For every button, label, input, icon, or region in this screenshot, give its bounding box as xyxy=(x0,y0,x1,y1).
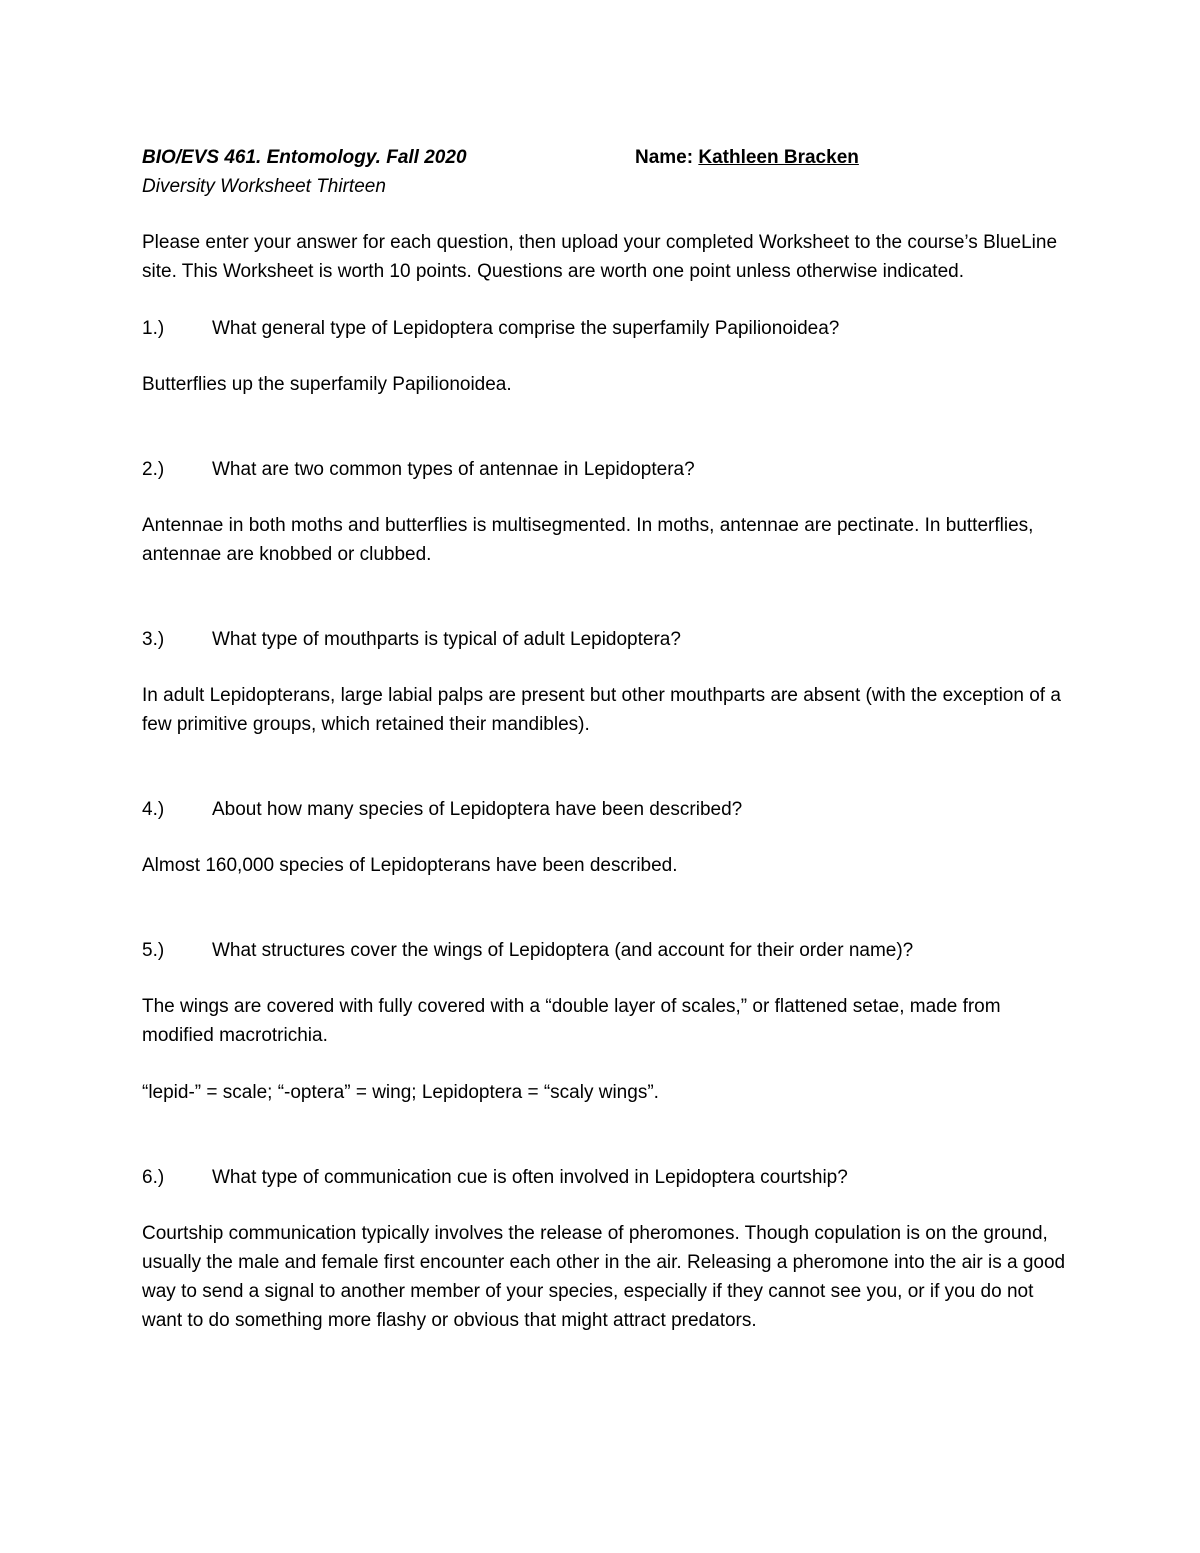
document-body xyxy=(142,143,1072,1335)
question-2 xyxy=(142,455,1072,484)
question-number: 6.) xyxy=(142,1167,165,1188)
question-number: 4.) xyxy=(142,799,165,820)
question-text: What structures cover the wings of Lepidoptera (and account for their order name)? xyxy=(212,940,914,961)
course-title: BIO/EVS 461. Entomology. Fall 2020 xyxy=(142,147,467,168)
question-number: 2.) xyxy=(142,459,165,480)
question-6 xyxy=(142,1163,1072,1192)
worksheet-subtitle: Diversity Worksheet Thirteen xyxy=(142,176,386,197)
question-3 xyxy=(142,625,1072,654)
question-5 xyxy=(142,936,1072,965)
question-1 xyxy=(142,314,1072,343)
answer-4: Almost 160,000 species of Lepidopterans have been described. xyxy=(142,855,678,876)
question-text: What type of communication cue is often involved in Lepidoptera courtship? xyxy=(212,1167,848,1188)
question-4 xyxy=(142,795,1072,824)
header-row xyxy=(142,143,1072,172)
answer-1: Butterflies up the superfamily Papilionoidea. xyxy=(142,374,512,395)
answer-3: In adult Lepidopterans, large labial palps are present but other mouthparts are absent (with the exception of a few primitive groups, which retained their mandibles). xyxy=(142,685,1061,735)
student-name xyxy=(635,143,859,172)
instructions: Please enter your answer for each question, then upload your completed Worksheet to the course’s BlueLine site. This Worksheet is worth 10 points. Questions are worth one point unless otherwise indicated. xyxy=(142,232,1058,282)
question-text: About how many species of Lepidoptera have been described? xyxy=(212,799,743,820)
question-number: 1.) xyxy=(142,318,165,339)
question-text: What are two common types of antennae in Lepidoptera? xyxy=(212,459,695,480)
name-label: Name: xyxy=(635,147,699,168)
question-number: 3.) xyxy=(142,629,165,650)
answer-5: The wings are covered with fully covered with a “double layer of scales,” or flattened setae, made from modified macrotrichia. xyxy=(142,996,1001,1046)
question-text: What general type of Lepidoptera comprise the superfamily Papilionoidea? xyxy=(212,318,840,339)
answer-6: Courtship communication typically involves the release of pheromones. Though copulation is on the ground, usually the male and female first encounter each other in the air. Releasing a pheromone into the air is a good way to send a signal to another member of your species, especially if they cannot see you, or if you do not want to do something more flashy or obvious that might attract predators. xyxy=(142,1223,1066,1331)
name-value: Kathleen Bracken xyxy=(698,147,859,168)
question-text: What type of mouthparts is typical of adult Lepidoptera? xyxy=(212,629,681,650)
answer-5-etymology: “lepid-” = scale; “-optera” = wing; Lepidoptera = “scaly wings”. xyxy=(142,1082,659,1103)
question-number: 5.) xyxy=(142,940,165,961)
answer-2: Antennae in both moths and butterflies is multisegmented. In moths, antennae are pectinate. In butterflies, antennae are knobbed or clubbed. xyxy=(142,515,1034,565)
